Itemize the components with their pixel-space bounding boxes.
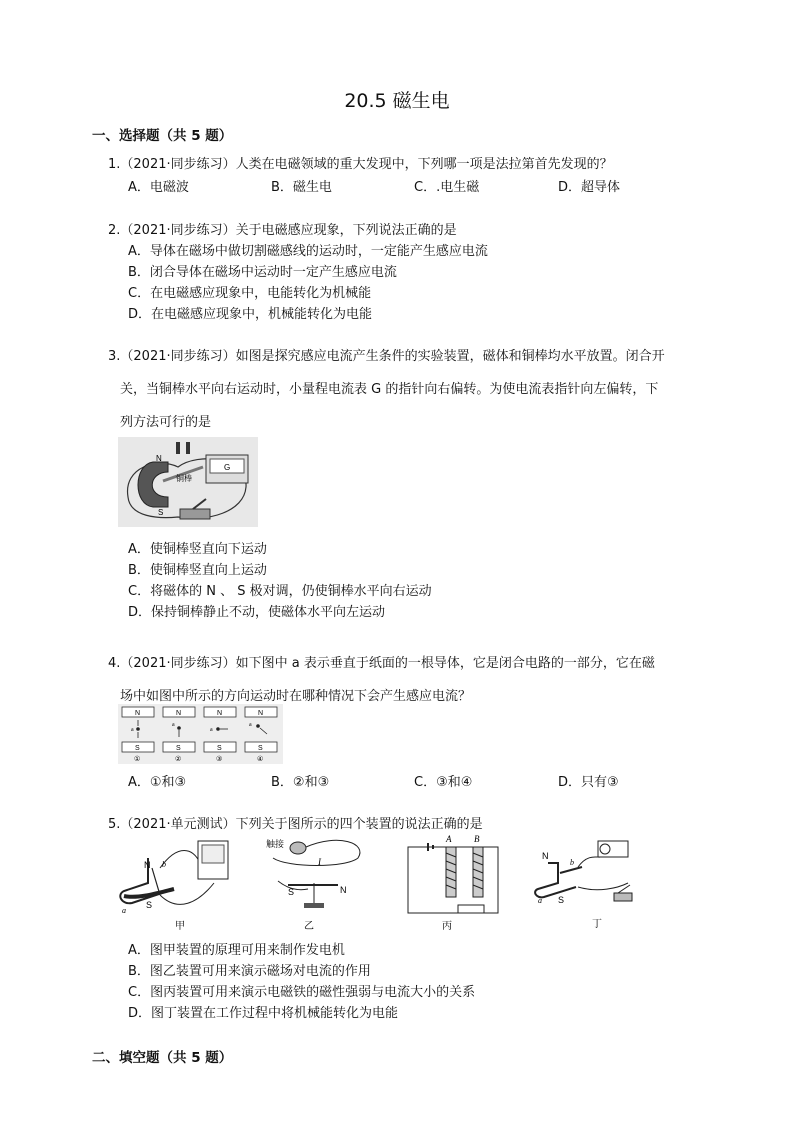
- q1-option-c: C．.电生磁: [414, 180, 480, 195]
- q5-fig-bing: [408, 834, 498, 932]
- q5-jia-a: a: [122, 906, 126, 915]
- q1-option-a: A．电磁波: [128, 180, 189, 195]
- q3-option-c: C．将磁体的 N 、 S 极对调，仍使铜棒水平向右运动: [128, 584, 432, 599]
- q4-panel-3-s: S: [217, 745, 222, 752]
- q5-ding-a: a: [538, 896, 542, 905]
- q4-panel-3-a: a: [210, 727, 213, 733]
- q5-ding-s: S: [558, 895, 565, 905]
- q5-four-devices-figure: [118, 833, 638, 933]
- q5-jia-s: S: [146, 900, 153, 910]
- q3-option-b: B．使铜棒竖直向上运动: [128, 563, 267, 578]
- q2-option-c: C．在电磁感应现象中，电能转化为机械能: [128, 286, 372, 301]
- q5-caption-jia: 甲: [175, 921, 185, 932]
- q5-yi-n: N: [340, 885, 347, 895]
- question-1-stem: 1.（2021·同步练习）人类在电磁领域的重大发现中，下列哪一项是法拉第首先发现的？: [108, 157, 613, 172]
- question-4-stem-line1: 4.（2021·同步练习）如下图中 a 表示垂直于纸面的一根导体，它是闭合电路的一部分，它在磁: [108, 656, 655, 671]
- section-heading-choice: 一、选择题（共 5 题）: [92, 128, 233, 144]
- q2-option-b: B．闭合导体在磁场中运动时一定产生感应电流: [128, 265, 397, 280]
- q1-option-d: D．超导体: [558, 180, 621, 195]
- q3-option-d: D．保持铜棒静止不动，使磁体水平向左运动: [128, 605, 386, 620]
- q4-option-c: C．③和④: [414, 775, 473, 790]
- q3-option-a: A．使铜棒竖直向下运动: [128, 542, 267, 557]
- q4-panel-4-n: N: [258, 710, 264, 717]
- question-5-stem: 5.（2021·单元测试）下列关于图所示的四个装置的说法正确的是: [108, 817, 483, 832]
- question-2-stem: 2.（2021·同步练习）关于电磁感应现象，下列说法正确的是: [108, 223, 457, 238]
- q5-fig-yi: [266, 838, 360, 932]
- q4-panel-2-a: a: [172, 722, 175, 728]
- q5-option-d: D．图丁装置在工作过程中将机械能转化为电能: [128, 1006, 399, 1021]
- q5-option-c: C．图丙装置可用来演示电磁铁的磁性强弱与电流大小的关系: [128, 985, 476, 1000]
- q5-yi-i: I: [318, 857, 321, 867]
- q5-bing-b: B: [474, 834, 480, 844]
- q5-yi-s: S: [288, 887, 295, 897]
- q4-panel-1-a: a: [131, 727, 134, 733]
- q2-option-d: D．在电磁感应现象中，机械能转化为电能: [128, 307, 373, 322]
- q4-panel-2-num: ②: [175, 755, 182, 763]
- q5-yi-touch: 触接: [266, 840, 285, 850]
- q5-option-a: A．图甲装置的原理可用来制作发电机: [128, 943, 345, 958]
- q5-fig-ding: [535, 841, 632, 930]
- q1-option-b: B．磁生电: [271, 180, 332, 195]
- q4-panel-2-s: S: [176, 745, 181, 752]
- question-3-stem-line2: 关，当铜棒水平向右运动时，小量程电流表 G 的指针向右偏转。为使电流表指针向左偏转，下: [120, 382, 659, 397]
- q4-option-b: B．②和③: [271, 775, 330, 790]
- page-title: 20.5 磁生电: [344, 90, 450, 112]
- q4-magnet-panels-figure: [118, 704, 283, 764]
- q4-panel-4-s: S: [258, 745, 263, 752]
- q4-option-d: D．只有③: [558, 775, 619, 790]
- q3-experiment-figure: [118, 437, 258, 527]
- question-3-stem-line3: 列方法可行的是: [120, 415, 212, 430]
- q5-jia-b: b: [162, 860, 166, 869]
- q4-panel-1-n: N: [135, 710, 141, 717]
- q3-fig-n: N: [156, 454, 162, 463]
- q4-panel-3-num: ③: [216, 755, 223, 763]
- q5-caption-bing: 丙: [442, 921, 452, 932]
- q5-bing-a: A: [446, 834, 452, 844]
- q4-panel-2-n: N: [176, 710, 182, 717]
- q4-panel-1-s: S: [135, 745, 140, 752]
- q3-fig-rod: 铜棒: [176, 474, 192, 483]
- q2-option-a: A．导体在磁场中做切割磁感线的运动时，一定能产生感应电流: [128, 244, 488, 259]
- q3-fig-g: G: [224, 463, 231, 472]
- q5-caption-yi: 乙: [304, 921, 314, 932]
- q5-option-b: B．图乙装置可用来演示磁场对电流的作用: [128, 964, 371, 979]
- q4-panel-4-num: ④: [257, 755, 264, 763]
- section-heading-fill-blank: 二、填空题（共 5 题）: [92, 1050, 233, 1066]
- q5-ding-n: N: [542, 851, 549, 861]
- q3-fig-s: S: [158, 508, 164, 517]
- q4-option-a: A．①和③: [128, 775, 187, 790]
- q4-panel-3-n: N: [217, 710, 223, 717]
- q5-fig-jia: [120, 841, 228, 932]
- question-3-stem-line1: 3.（2021·同步练习）如图是探究感应电流产生条件的实验装置，磁体和铜棒均水平放置。闭合开: [108, 349, 665, 364]
- q5-ding-b: b: [570, 858, 574, 867]
- q5-jia-n: N: [144, 860, 151, 870]
- q4-panel-4-a: a: [249, 722, 252, 728]
- q5-caption-ding: 丁: [592, 919, 602, 930]
- question-4-stem-line2: 场中如图中所示的方向运动时在哪种情况下会产生感应电流？: [120, 689, 472, 704]
- q4-panel-1-num: ①: [134, 755, 141, 763]
